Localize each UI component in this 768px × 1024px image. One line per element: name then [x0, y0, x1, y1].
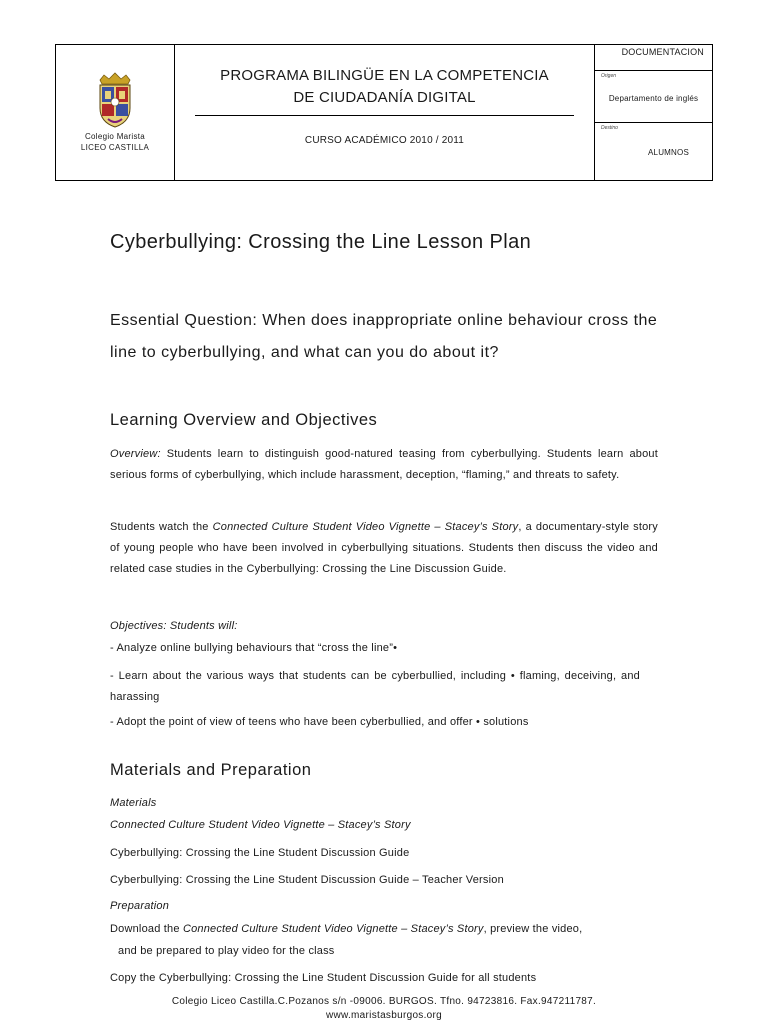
destination-row — [595, 123, 712, 180]
destination-value: ALUMNOS — [648, 148, 689, 157]
prep-1-video-title: Connected Culture Student Video Vignette – Stacey’s Story — [182, 923, 484, 935]
video-paragraph — [110, 517, 658, 580]
program-line-2: DE CIUDADANÍA DIGITAL — [293, 89, 476, 106]
origin-value: Departamento de inglés — [608, 94, 699, 103]
school-line-2: LICEO CASTILLA — [80, 143, 150, 152]
doc-type: DOCUMENTACION — [621, 47, 704, 57]
objective-3: - Adopt the point of view of teens who have been cyberbullied, and offer • solutions — [110, 716, 529, 728]
overview-label: Overview: — [110, 448, 161, 460]
doc-type-row — [595, 45, 712, 71]
objectives-label: Objectives: Students will: — [110, 620, 238, 632]
prep-1-text-b: , preview the video, — [483, 923, 583, 935]
video-text-a: Students watch the — [110, 521, 213, 533]
document-header — [55, 44, 713, 181]
video-text-b: , a documentary-style story of young people who have been involved in cyberbullying situations. Students then discuss the video and related case studies in the Cyberbullying: Crossing the Line Discussion Guide. — [110, 521, 658, 575]
preparation-step-2: Copy the Cyberbullying: Crossing the Line Student Discussion Guide for all students — [110, 972, 537, 984]
preparation-step-1-continued: and be prepared to play video for the class — [118, 945, 335, 957]
school-line-1: Colegio Marista — [84, 132, 146, 141]
overview-text: Students learn to distinguish good-natured teasing from cyberbullying. Students learn about serious forms of cyberbullying, which include harassment, deception, “flaming,” and threats to safety. — [110, 448, 658, 481]
materials-label: Materials — [110, 797, 157, 809]
essential-question: Essential Question: When does inappropriate online behaviour cross the line to cyberbullying, and what can you do about it? — [110, 312, 658, 361]
destination-label: Destino — [601, 125, 618, 131]
footer-address: Colegio Liceo Castilla.C.Pozanos s/n -09006. BURGOS. Tfno. 94723816. Fax.947211787. — [171, 996, 597, 1007]
objective-1: - Analyze online bullying behaviours that “cross the line”• — [110, 642, 398, 654]
school-cell — [56, 45, 175, 180]
overview-heading: Learning Overview and Objectives — [110, 411, 378, 429]
academic-year: CURSO ACADÉMICO 2010 / 2011 — [304, 135, 465, 146]
routing-cell — [595, 45, 712, 180]
preparation-step-1 — [110, 923, 582, 935]
page-title: Cyberbullying: Crossing the Line Lesson Plan — [110, 231, 532, 253]
material-1: Connected Culture Student Video Vignette – Stacey’s Story — [110, 819, 411, 831]
program-cell — [175, 45, 595, 180]
video-title: Connected Culture Student Video Vignette – Stacey’s Story — [212, 521, 519, 533]
origin-row — [595, 71, 712, 123]
school-name — [56, 131, 174, 153]
material-3: Cyberbullying: Crossing the Line Student Discussion Guide – Teacher Version — [110, 874, 504, 886]
program-line-1: PROGRAMA BILINGÜE EN LA COMPETENCIA — [220, 67, 549, 84]
footer-website: www.maristasburgos.org — [325, 1010, 443, 1021]
program-title — [175, 65, 594, 109]
program-divider — [195, 115, 574, 116]
overview-paragraph — [110, 444, 658, 486]
school-crest-logo — [96, 72, 134, 128]
material-2: Cyberbullying: Crossing the Line Student Discussion Guide — [110, 847, 410, 859]
prep-1-text-a: Download the — [110, 923, 183, 935]
materials-heading: Materials and Preparation — [110, 761, 312, 779]
origin-label: Origen — [601, 73, 617, 79]
preparation-label: Preparation — [110, 900, 170, 912]
objective-2: - Learn about the various ways that students can be cyberbullied, including • flaming, deceiving, and harassing — [110, 670, 640, 703]
